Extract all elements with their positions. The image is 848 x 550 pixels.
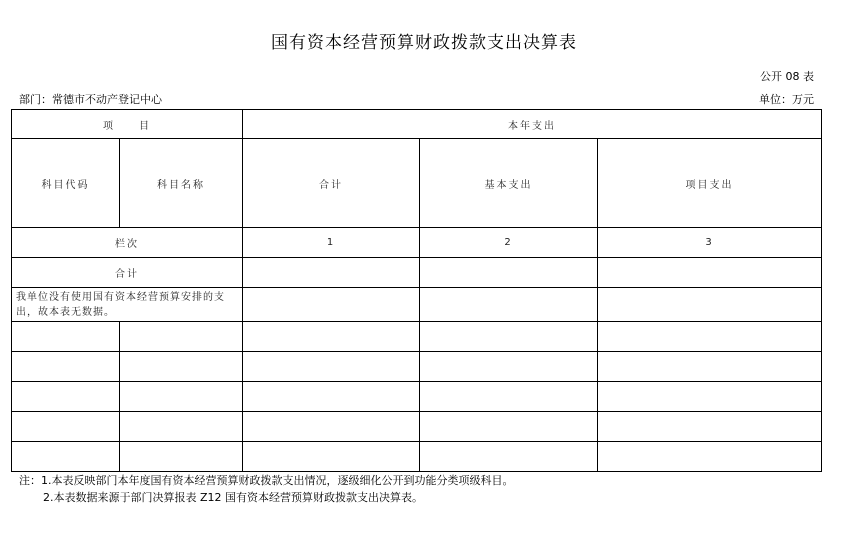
footer-notes [19, 472, 514, 506]
table-row [12, 322, 822, 352]
table-cell [598, 382, 822, 412]
table-cell [420, 322, 598, 352]
header-project: 项 目 [12, 110, 243, 139]
header-subject-name: 科目名称 [120, 139, 243, 228]
table-cell [420, 258, 598, 288]
header-current-year-expenditure: 本年支出 [243, 110, 822, 139]
table-cell [243, 258, 420, 288]
table-cell [598, 258, 822, 288]
table-cell [598, 352, 822, 382]
total-row-label: 合计 [12, 258, 243, 288]
column-number-3: 3 [598, 228, 822, 258]
table-cell [243, 352, 420, 382]
table-cell [420, 442, 598, 472]
table-cell [420, 382, 598, 412]
table-cell [12, 352, 120, 382]
footer-note-1: 注：1.本表反映部门本年度国有资本经营预算财政拨款支出情况，逐级细化公开到功能分类项级科目。 [19, 474, 514, 487]
page-title: 国有资本经营预算财政拨款支出决算表 [271, 33, 577, 53]
table-cell [12, 442, 120, 472]
column-index-row [12, 228, 822, 258]
table-row [12, 352, 822, 382]
table-cell [243, 442, 420, 472]
table-cell [598, 412, 822, 442]
table-cell [243, 322, 420, 352]
header-basic-expenditure: 基本支出 [420, 139, 598, 228]
table-cell [243, 382, 420, 412]
footer-note-2: 2.本表数据来源于部门决算报表 Z12 国有资本经营预算财政拨款支出决算表。 [43, 491, 424, 504]
expenditure-table [11, 109, 822, 472]
column-index-label: 栏次 [12, 228, 243, 258]
table-row [12, 442, 822, 472]
table-cell [12, 412, 120, 442]
table-cell [120, 322, 243, 352]
table-header-row [12, 110, 822, 139]
table-row [12, 382, 822, 412]
department-label: 部门：常德市不动产登记中心 [19, 93, 162, 106]
table-cell [598, 442, 822, 472]
no-data-note: 我单位没有使用国有资本经营预算安排的支出，故本表无数据。 [12, 288, 243, 322]
column-number-1: 1 [243, 228, 420, 258]
column-number-2: 2 [420, 228, 598, 258]
table-cell [120, 352, 243, 382]
table-cell [243, 288, 420, 322]
unit-label: 单位：万元 [759, 93, 814, 106]
table-cell [120, 442, 243, 472]
table-cell [120, 412, 243, 442]
table-cell [598, 288, 822, 322]
header-project-expenditure: 项目支出 [598, 139, 822, 228]
table-cell [420, 288, 598, 322]
table-cell [12, 382, 120, 412]
total-row [12, 258, 822, 288]
table-cell [243, 412, 420, 442]
table-cell [598, 322, 822, 352]
note-row [12, 288, 822, 322]
table-row [12, 412, 822, 442]
table-subheader-row [12, 139, 822, 228]
table-cell [420, 352, 598, 382]
header-total: 合计 [243, 139, 420, 228]
header-subject-code: 科目代码 [12, 139, 120, 228]
table-cell [120, 382, 243, 412]
table-code: 公开 08 表 [760, 70, 814, 83]
table-cell [12, 322, 120, 352]
table-cell [420, 412, 598, 442]
